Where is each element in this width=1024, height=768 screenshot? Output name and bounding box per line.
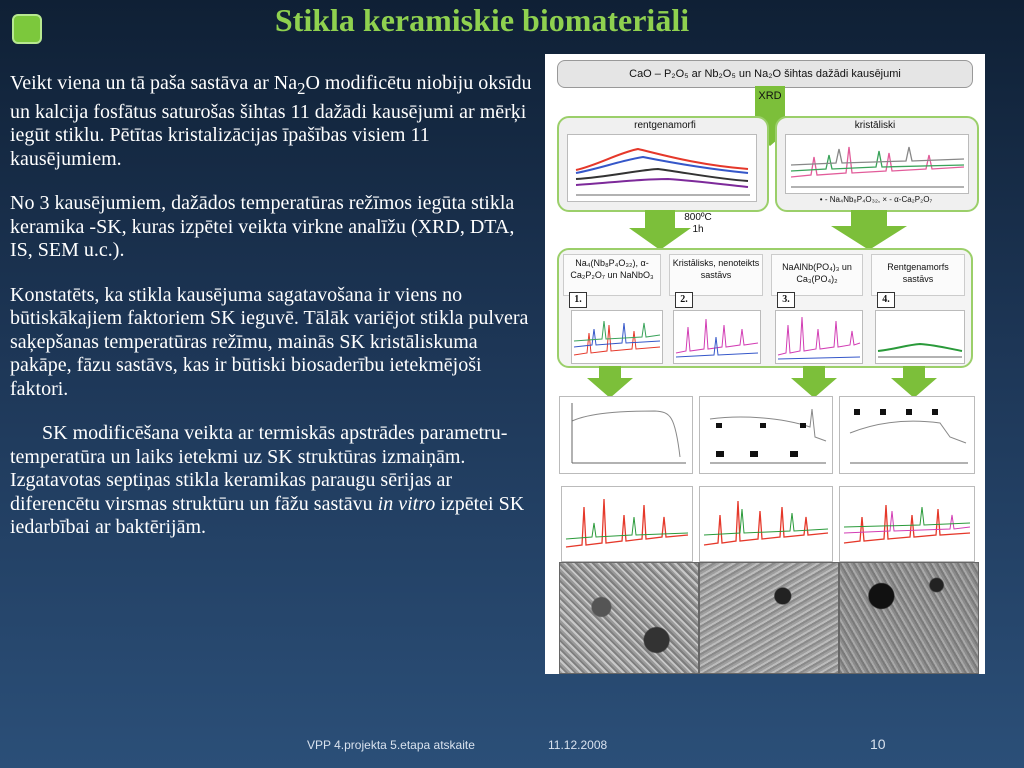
heat-label bbox=[673, 212, 723, 236]
phase-2-text: Kristālisks, nenoteikts sastāvs bbox=[672, 258, 760, 280]
footer-project: VPP 4.projekta 5.etapa atskaite bbox=[307, 738, 475, 752]
amorphous-label: rentgenamorfi bbox=[634, 120, 696, 131]
phase-1-xrd-plot bbox=[571, 310, 663, 364]
arrow-down-2-icon bbox=[789, 366, 839, 398]
p4-italic: in vitro bbox=[377, 492, 436, 515]
heat-label-time: 1h bbox=[692, 224, 704, 235]
amorphous-xrd-plot bbox=[567, 134, 757, 202]
phase-1-number: 1. bbox=[569, 292, 587, 308]
sem-image-1 bbox=[559, 562, 699, 674]
phase-2-number: 2. bbox=[675, 292, 693, 308]
sem-image-3 bbox=[839, 562, 979, 674]
body-text bbox=[10, 72, 540, 561]
phase-1-text: Na₄(Nb₈P₄O₃₂), α-Ca₂P₂O₇ un NaNbO₃ bbox=[570, 258, 654, 280]
research-figure bbox=[545, 54, 985, 674]
paragraph-1 bbox=[10, 72, 540, 171]
slide-title: Stikla keramiskie biomateriāli bbox=[274, 2, 690, 38]
figure-header-text: CaO – P₂O₅ ar Nb₂O₅ un Na₂O šihtas dažādi kausējumi bbox=[629, 68, 901, 80]
large-arrow-icon bbox=[829, 210, 909, 250]
phase-3-number: 3. bbox=[777, 292, 795, 308]
crystalline-xrd-plot bbox=[785, 134, 969, 194]
dta-plot-3 bbox=[839, 396, 975, 474]
phase-box-1 bbox=[563, 254, 661, 296]
phase-box-2 bbox=[669, 254, 763, 296]
dta-plot-2 bbox=[699, 396, 833, 474]
p4-text-a: SK modificēšana veikta ar termiskās apstrādes parametru-temperatūra un laiks ietekmi uz SK struktūras izmaiņām. Izgatavotas septiņas stikla keramikas paraugu sērijas ar diferencētu virsmas struktūru un fāžu sastāvu bbox=[10, 422, 508, 515]
crystalline-label: kristāliski bbox=[854, 120, 896, 131]
phase-4-xrd-plot bbox=[875, 310, 965, 364]
arrow-down-3-icon bbox=[889, 366, 939, 398]
paragraph-4 bbox=[10, 422, 540, 540]
phase-box-4 bbox=[871, 254, 965, 296]
phase-4-text: Rentgenamorfs sastāvs bbox=[887, 262, 949, 284]
phase-3-xrd-plot bbox=[775, 310, 863, 364]
xrd-plot-row3-3 bbox=[839, 486, 975, 562]
dta-plot-1 bbox=[559, 396, 693, 474]
footer-page-number: 10 bbox=[870, 736, 886, 752]
phase-2-xrd-plot bbox=[673, 310, 761, 364]
phase-3-text: NaAlNb(PO₄)₃ un Ca₃(PO₄)₂ bbox=[782, 262, 852, 284]
phase-4-number: 4. bbox=[877, 292, 895, 308]
figure-header-box bbox=[557, 60, 973, 88]
p1-text-b: O modificētu niobiju oksīdu un kalcija fosfātus saturošas šihtas 11 dažādi kausējumi ar mērķi iegūt stiklu. Pētītas kristalizācijas īpašības visiem 11 kausējumiem. bbox=[10, 72, 532, 170]
p4-text-b: izpētei SK iedarbībai ar baktērijām. bbox=[10, 492, 525, 538]
arrow-down-1-icon bbox=[585, 366, 635, 398]
xrd-label: XRD bbox=[758, 90, 782, 102]
xrd-plot-row3-1 bbox=[561, 486, 693, 562]
crystalline-legend: • - Na₄Nb₈P₄O₃₂, × - α-Ca₂P₂O₇ bbox=[819, 195, 933, 204]
heat-label-temp: 800ºC bbox=[684, 212, 712, 223]
sem-image-2 bbox=[699, 562, 839, 674]
xrd-plot-row3-2 bbox=[699, 486, 833, 562]
p1-text-a: Veikt viena un tā paša sastāva ar Na bbox=[10, 72, 298, 94]
paragraph-3: Konstatēts, ka stikla kausējuma sagatavošana ir viens no būtiskākajiem faktoriem SK ieguvē. Tālāk variējot stikla pulvera saķepšanas temperatūras režīmu, mainās SK kristāliskuma pakāpe, fāzu sastāvs, kas ir būtiski biosaderību ietekmējoši faktori. bbox=[10, 283, 529, 400]
footer-date: 11.12.2008 bbox=[548, 738, 608, 752]
paragraph-2: No 3 kausējumiem, dažādos temperatūras režīmos iegūta stikla keramika -SK, kuras izpētei veikta virkne analīžu (XRD, DTA, IS, SEM u.c.). bbox=[10, 192, 515, 261]
p1-subscript: 2 bbox=[297, 79, 306, 98]
phase-box-3 bbox=[771, 254, 863, 296]
